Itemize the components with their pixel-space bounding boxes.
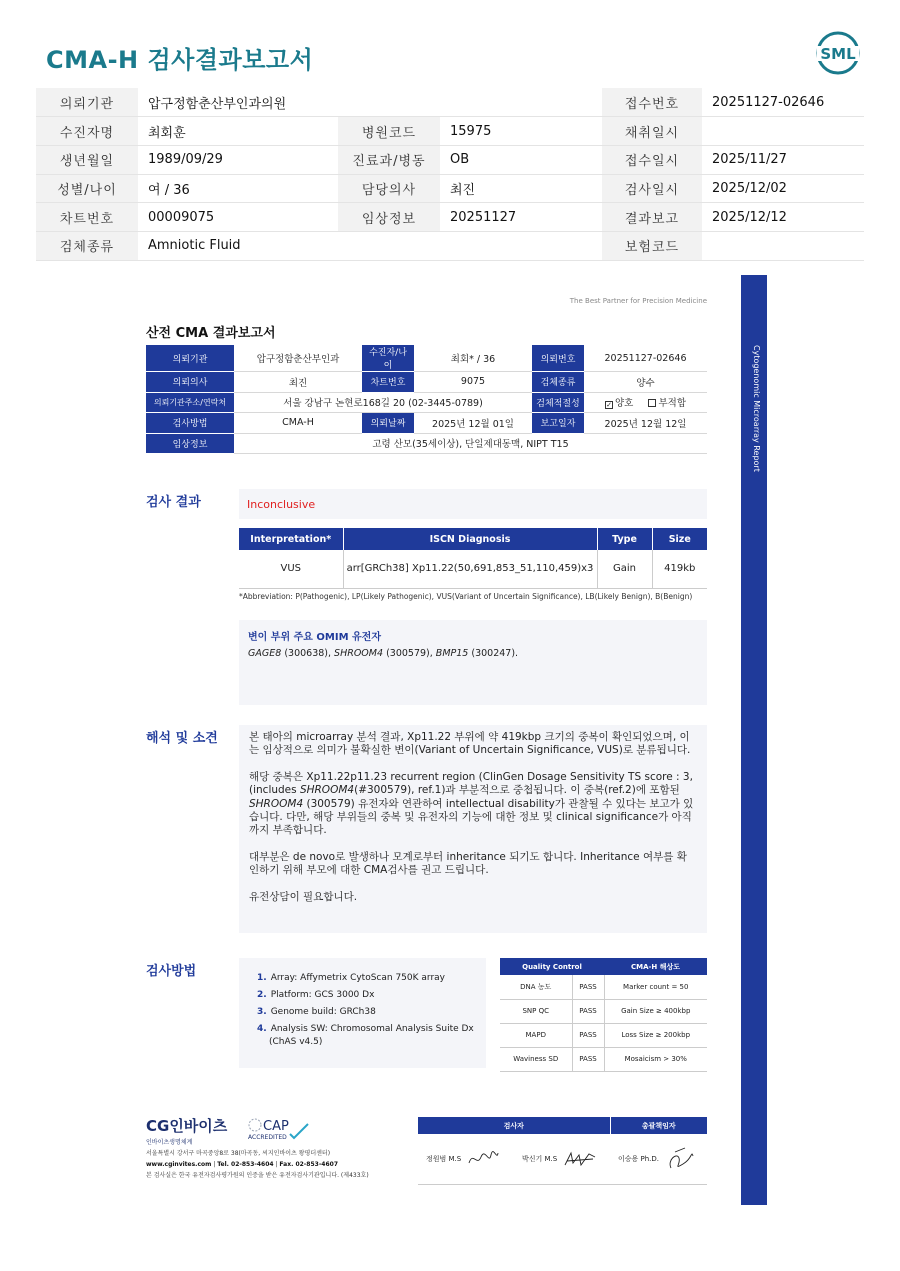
logo-subtext: 인바이츠생명체계: [146, 1139, 193, 1146]
table-row: [146, 433, 707, 454]
cell-value: Mosaicism > 30%: [604, 1047, 707, 1071]
cell-value: 9075: [414, 372, 532, 393]
table-row: [146, 372, 707, 393]
tagline: The Best Partner for Precision Medicine: [569, 297, 707, 305]
list-item: 2. Platform: GCS 3000 Dx: [257, 990, 375, 1000]
info-value: [702, 117, 864, 146]
info-value: [702, 231, 864, 260]
info-value: 1989/09/29: [138, 145, 338, 174]
cell-value: Gain Size ≥ 400kbp: [604, 999, 707, 1023]
sml-logo-text: SML: [820, 45, 856, 63]
cell-label: 의뢰번호: [532, 345, 584, 372]
address-line: 서울특별시 강서구 마곡중앙8로 38(마곡동, 씨지인바이츠 왕평더센터): [146, 1150, 331, 1157]
table-row: [500, 999, 707, 1023]
gene-id: (300247): [471, 648, 516, 659]
interp-paragraph: 본 태아의 microarray 분석 결과, Xp11.22 부위에 약 419kbp 크기의 중복이 확인되었으며, 이는 임상적으로 의미가 불확실한 변이(Variant of Uncertain Significance, VUS)로 분류됩니다.: [249, 731, 691, 757]
cap-subtext: ACCREDITED: [248, 1134, 287, 1141]
cap-text: CAP: [263, 1119, 289, 1134]
cell-value: 2025년 12월 01일: [414, 413, 532, 434]
info-value: 15975: [440, 117, 602, 146]
info-value: Amniotic Fluid: [138, 231, 602, 260]
info-label: 접수일시: [602, 145, 702, 174]
info-label: 병원코드: [338, 117, 440, 146]
cell-value: 419kb: [652, 550, 707, 588]
cell-label: 의뢰날짜: [362, 413, 414, 434]
info-label: 보험코드: [602, 231, 702, 260]
info-value: 2025/12/12: [702, 203, 864, 232]
sml-logo: [815, 30, 861, 76]
table-row: [418, 1134, 707, 1184]
info-label: 접수번호: [602, 88, 702, 117]
info-value: 20251127: [440, 203, 602, 232]
interp-paragraph: 해당 중복은 Xp11.22p11.23 recurrent region (ClinGen Dosage Sensitivity TS score : 3, (includes SHROOM4(#300579), ref.1)과 부분적으로 중첩됩니다. 이 중복(ref.2)에 포함된 SHROOM4 (300579) 유전자와 연관하여 intellectual disability가 관찰될 수 있다는 보고가 있습니다. 다만, 해당 부위들의 중복 및 유전자의 기능에 대한 정보 및 clinical significance가 아직까지 부족합니다.: [249, 770, 694, 837]
cell-value: 최회* / 36: [414, 345, 532, 372]
info-value: 압구정함춘산부인과의원: [138, 88, 602, 117]
cell-value: SNP QC: [500, 999, 572, 1023]
table-row: [500, 975, 707, 999]
info-value: 2025/12/02: [702, 174, 864, 203]
info-value: 여 / 36: [138, 174, 338, 203]
checkbox-icon: [648, 399, 656, 407]
signer-name: 정원범 M.S: [426, 1154, 462, 1163]
info-value: 최진: [440, 174, 602, 203]
qc-table: [500, 958, 707, 1072]
gene-name: SHROOM4: [334, 648, 384, 659]
inner-patient-table: [146, 345, 707, 454]
omim-gene-list: GAGE8 (300638), SHROOM4 (300579), BMP15 (300247).: [248, 648, 519, 659]
info-row: [36, 174, 864, 203]
table-row: [146, 392, 707, 413]
info-label: 채취일시: [602, 117, 702, 146]
cell-label: 검사방법: [146, 413, 234, 434]
signature-icon: [467, 1149, 499, 1169]
gene-id: (300638): [284, 648, 328, 659]
method-list: [239, 958, 486, 1068]
section-title-method: 검사방법: [146, 964, 197, 979]
info-label: 생년월일: [36, 145, 138, 174]
info-row: [36, 231, 864, 260]
section-title-interpretation: 해석 및 소견: [146, 731, 218, 746]
cell-value: VUS: [239, 550, 343, 588]
info-row: [36, 203, 864, 232]
table-row: [146, 413, 707, 434]
info-label: 의뢰기관: [36, 88, 138, 117]
cell-value: Gain: [597, 550, 652, 588]
cell-label: 검체종류: [532, 372, 584, 393]
result-status-box: [239, 489, 707, 519]
info-row: [36, 145, 864, 174]
signature-table: [418, 1117, 707, 1185]
cell-value: DNA 농도: [500, 975, 572, 999]
omim-heading: 변이 부위 주요 OMIM 유전자: [248, 632, 381, 643]
cell-value: CMA-H: [234, 413, 362, 434]
option-good: 양호: [615, 398, 634, 410]
contact-line: www.cginvites.com | Tel. 02-853-4604 | Fax. 02-853-4607: [146, 1161, 339, 1168]
inner-report-title: 산전 CMA 결과보고서: [146, 326, 276, 341]
table-row: [239, 550, 707, 588]
signature-cell: [514, 1134, 610, 1184]
signer-name: 박신기 M.S: [522, 1154, 558, 1163]
list-item: 4. Analysis SW: Chromosomal Analysis Suite Dx: [257, 1024, 474, 1034]
info-label: 검사일시: [602, 174, 702, 203]
cell-value: Marker count = 50: [604, 975, 707, 999]
cell-value: MAPD: [500, 1023, 572, 1047]
adequacy-options: [584, 392, 707, 413]
cell-label: 보고일자: [532, 413, 584, 434]
option-bad: 부적합: [658, 398, 686, 410]
cell-value: PASS: [572, 975, 604, 999]
column-header: Interpretation*: [239, 528, 343, 550]
side-label: Cytogenomic Microarray Report: [752, 345, 761, 472]
cell-label: 수진자/나이: [362, 345, 414, 372]
cell-label: 의뢰기관: [146, 345, 234, 372]
cell-label: 의뢰기관주소/연락처: [146, 392, 234, 413]
list-item: 1. Array: Affymetrix CytoScan 750K array: [257, 973, 445, 983]
cell-label: 검체적절성: [532, 392, 584, 413]
cg-invites-logo: [146, 1115, 227, 1146]
column-header: 검사자: [418, 1117, 610, 1134]
column-header: CMA-H 해상도: [604, 958, 707, 975]
logo-text: CG인바이츠: [146, 1117, 228, 1135]
interp-paragraph: 유전상담이 필요합니다.: [249, 890, 358, 903]
cap-accredited-logo: [246, 1114, 318, 1146]
info-value: 최회훈: [138, 117, 338, 146]
cell-value: 2025년 12월 12일: [584, 413, 707, 434]
info-label: 임상정보: [338, 203, 440, 232]
signature-icon: [665, 1146, 695, 1172]
signature-cell: [418, 1134, 514, 1184]
info-value: 20251127-02646: [702, 88, 864, 117]
info-label: 검체종류: [36, 231, 138, 260]
table-row: [500, 1047, 707, 1071]
table-row: [500, 1023, 707, 1047]
info-label: 차트번호: [36, 203, 138, 232]
cell-value: arr[GRCh38] Xp11.22(50,691,853_51,110,459)x3: [343, 550, 597, 588]
info-label: 결과보고: [602, 203, 702, 232]
checked-box-icon: ✓: [606, 401, 612, 410]
column-header: Quality Control: [500, 958, 604, 975]
column-header: 총괄책임자: [610, 1117, 707, 1134]
cell-value: PASS: [572, 1047, 604, 1071]
column-header: ISCN Diagnosis: [343, 528, 597, 550]
cell-label: 차트번호: [362, 372, 414, 393]
interpretation-box: [239, 725, 707, 933]
cell-value: PASS: [572, 1023, 604, 1047]
info-value: 2025/11/27: [702, 145, 864, 174]
info-value: OB: [440, 145, 602, 174]
signer-name: 이승용 Ph.D.: [618, 1154, 660, 1163]
cert-line: 본 검사실은 한국 유전자검사평가원의 인증을 받은 유전자검사기관입니다. (제433호): [146, 1172, 369, 1179]
cell-value: Waviness SD: [500, 1047, 572, 1071]
info-label: 성별/나이: [36, 174, 138, 203]
column-header: Size: [652, 528, 707, 550]
cell-value: Loss Size ≥ 200kbp: [604, 1023, 707, 1047]
cell-value: 양수: [584, 372, 707, 393]
abbreviation-note: *Abbreviation: P(Pathogenic), LP(Likely Pathogenic), VUS(Variant of Uncertain Significance), LB(Likely Benign), B(Benign): [239, 592, 693, 601]
info-label: 수진자명: [36, 117, 138, 146]
patient-info-table: [36, 88, 864, 261]
info-value: 00009075: [138, 203, 338, 232]
cell-value: 20251127-02646: [584, 345, 707, 372]
cell-value: PASS: [572, 999, 604, 1023]
cell-value: 고령 산모(35세이상), 단일제대동맥, NIPT T15: [234, 433, 707, 454]
cell-value: 최진: [234, 372, 362, 393]
info-label: 진료과/병동: [338, 145, 440, 174]
report-title: CMA-H 검사결과보고서: [46, 46, 314, 74]
cell-value: 서울 강남구 논현로168길 20 (02-3445-0789): [234, 392, 532, 413]
section-title-result: 검사 결과: [146, 495, 201, 510]
gene-name: GAGE8: [248, 648, 282, 659]
table-row: [146, 345, 707, 372]
list-item-sub: (ChAS v4.5): [269, 1037, 323, 1047]
info-label: 담당의사: [338, 174, 440, 203]
result-table: [239, 528, 707, 589]
cell-value: 압구정함춘산부인과: [234, 345, 362, 372]
result-status: Inconclusive: [247, 498, 316, 511]
info-row: [36, 117, 864, 146]
signature-cell: [610, 1134, 707, 1184]
omim-box: [239, 620, 707, 705]
footer-address: [146, 1148, 369, 1181]
gene-name: BMP15: [435, 648, 469, 659]
column-header: Type: [597, 528, 652, 550]
cell-label: 의뢰의사: [146, 372, 234, 393]
cell-label: 임상정보: [146, 433, 234, 454]
list-item: 3. Genome build: GRCh38: [257, 1007, 376, 1017]
interp-paragraph: 대부분은 de novo로 발생하나 모계로부터 inheritance 되기도 합니다. Inheritance 여부를 확인하기 위해 부모에 대한 CMA검사를 권고 드립니다.: [249, 850, 687, 877]
signature-icon: [563, 1149, 597, 1169]
info-row: [36, 88, 864, 117]
gene-id: (300579): [386, 648, 430, 659]
